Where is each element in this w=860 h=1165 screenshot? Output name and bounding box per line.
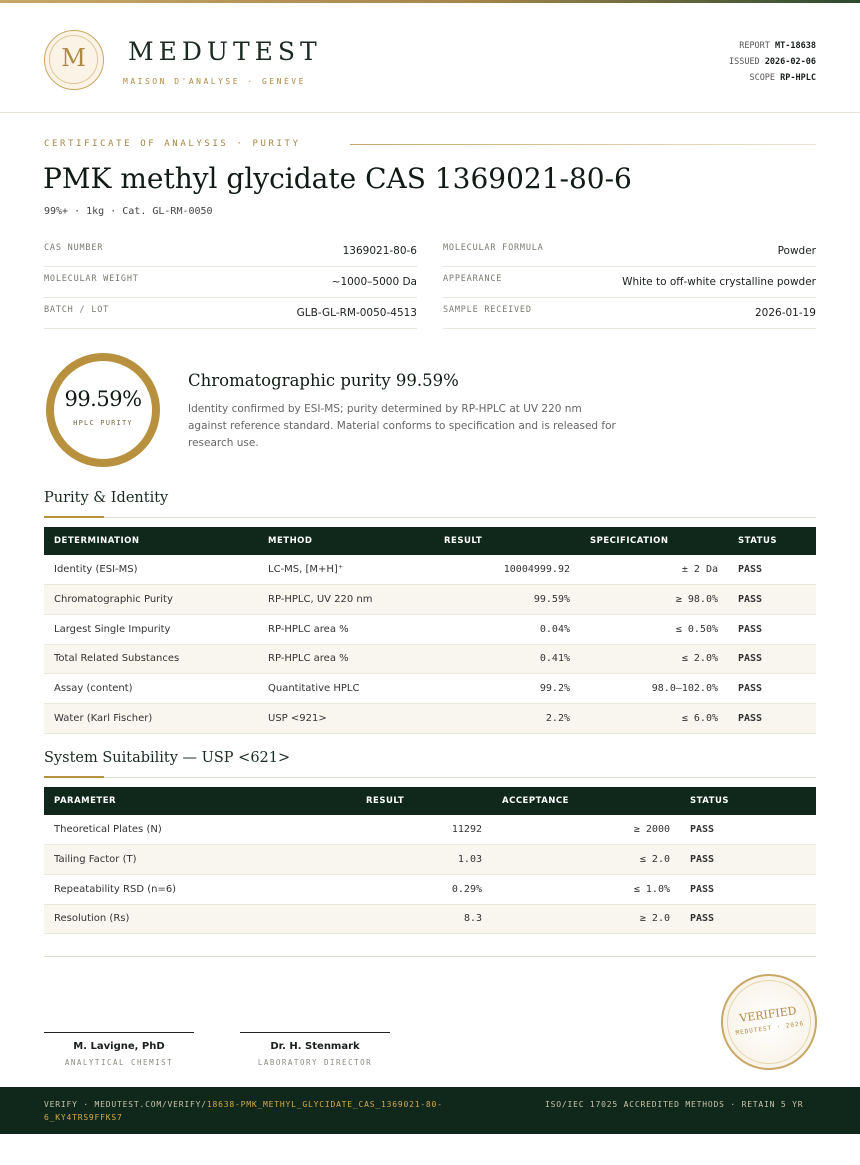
seal-text: VERIFIED (738, 1004, 798, 1026)
status-badge: PASS (680, 904, 816, 934)
column-header: ACCEPTANCE (502, 796, 569, 806)
determination-cell: Identity (ESI-MS) (44, 555, 258, 585)
info-row-appearance (443, 267, 816, 298)
report-footer (0, 1087, 860, 1134)
result-cell: 0.41% (434, 644, 580, 674)
section-accent (44, 776, 104, 778)
column-header: PARAMETER (54, 796, 117, 806)
scope-value: RP-HPLC (780, 73, 816, 83)
specification-cell: ≤ 6.0% (580, 703, 728, 733)
section-divider (44, 517, 816, 518)
status-badge: PASS (680, 845, 816, 875)
parameter-cell: Tailing Factor (T) (44, 845, 250, 875)
result-cell: 10004999.92 (434, 555, 580, 585)
summary-title: Chromatographic purity 99.59% (188, 371, 459, 390)
report-header (0, 3, 860, 113)
suitability-table (44, 787, 816, 934)
result-cell: 0.04% (434, 614, 580, 644)
info-row-molecular-weight (44, 267, 417, 298)
status-badge: PASS (728, 644, 816, 674)
seal-subtext: MEDUTEST · 2026 (735, 1020, 805, 1037)
table-header-row (44, 787, 816, 815)
report-label: REPORT (739, 41, 770, 51)
determination-cell: Total Related Substances (44, 644, 258, 674)
acceptance-cell: ≤ 2.0 (492, 845, 680, 875)
purity-ring-value: 99.59% (64, 387, 142, 411)
parameter-cell: Resolution (Rs) (44, 904, 250, 934)
eyebrow-divider (350, 144, 816, 145)
brand-tagline: MAISON D'ANALYSE · GENÈVE (123, 77, 306, 86)
scope-label: SCOPE (749, 73, 776, 83)
table-row (44, 644, 816, 674)
info-label: APPEARANCE (443, 274, 503, 284)
signature-divider (44, 956, 816, 957)
info-value: White to off-white crystalline powder (622, 276, 816, 288)
parameter-cell: Repeatability RSD (n=6) (44, 874, 250, 904)
info-label: SAMPLE RECEIVED (443, 305, 532, 315)
info-row-cas (44, 236, 417, 267)
info-value: 1369021-80-6 (342, 245, 417, 257)
status-badge: PASS (728, 614, 816, 644)
method-cell: RP-HPLC area % (258, 644, 434, 674)
signatory-role: ANALYTICAL CHEMIST (64, 1058, 174, 1067)
specification-cell: ± 2 Da (580, 555, 728, 585)
column-header: METHOD (268, 536, 313, 546)
table-row (44, 555, 816, 585)
method-cell: RP-HPLC area % (258, 614, 434, 644)
acceptance-cell: ≤ 1.0% (492, 874, 680, 904)
parameter-cell: Theoretical Plates (N) (44, 815, 250, 845)
table-row (44, 585, 816, 615)
report-number: MT-18638 (775, 41, 816, 51)
result-cell: 2.2% (434, 703, 580, 733)
signatory-role: LABORATORY DIRECTOR (257, 1058, 373, 1067)
info-label: MOLECULAR WEIGHT (44, 274, 139, 284)
method-cell: Quantitative HPLC (258, 674, 434, 704)
method-cell: RP-HPLC, UV 220 nm (258, 585, 434, 615)
report-meta (729, 38, 816, 86)
result-cell: 99.59% (434, 585, 580, 615)
specification-cell: ≤ 0.50% (580, 614, 728, 644)
specification-cell: ≤ 2.0% (580, 644, 728, 674)
signatory-name: Dr. H. Stenmark (270, 1041, 360, 1052)
info-value: 2026-01-19 (754, 307, 816, 319)
determination-cell: Largest Single Impurity (44, 614, 258, 644)
summary-text: Identity confirmed by ESI-MS; purity determined by RP-HPLC at UV 220 nm against reference standard. Material conforms to specification and is released for research use. (188, 403, 616, 449)
product-subtitle: 99%+ · 1kg · Cat. GL-RM-0050 (44, 206, 213, 217)
info-row-formula (443, 236, 816, 267)
verify-text (44, 1098, 494, 1124)
issued-label: ISSUED (728, 57, 760, 67)
result-cell: 1.03 (250, 845, 492, 875)
verify-link[interactable]: 18638-PMK_METHYL_GLYCIDATE_CAS_1369021-80-6_KY4TRS9FFKS7 (44, 1100, 443, 1122)
column-header: STATUS (690, 796, 730, 806)
result-cell: 99.2% (434, 674, 580, 704)
purity-ring-label: HPLC PURITY (73, 419, 133, 427)
column-header: STATUS (738, 536, 778, 546)
brand-logo (44, 30, 104, 90)
result-cell: 8.3 (250, 904, 492, 934)
logo-letter: M (61, 44, 86, 72)
column-header: RESULT (366, 796, 405, 806)
info-label: BATCH / LOT (44, 305, 110, 315)
table-header-row (44, 527, 816, 555)
brand-name: MEDUTEST (128, 37, 322, 66)
table-row (44, 874, 816, 904)
section-divider (44, 777, 816, 778)
info-row-received (443, 298, 816, 329)
specification-cell: ≥ 98.0% (580, 585, 728, 615)
info-label: CAS NUMBER (44, 243, 104, 253)
info-value: ~1000–5000 Da (331, 276, 417, 288)
issued-date: 2026-02-06 (764, 57, 816, 67)
column-header: SPECIFICATION (590, 536, 669, 546)
product-title: PMK methyl glycidate CAS 1369021-80-6 (43, 162, 632, 195)
info-label: MOLECULAR FORMULA (443, 243, 544, 253)
status-badge: PASS (680, 874, 816, 904)
table-row (44, 845, 816, 875)
acceptance-cell: ≥ 2000 (492, 815, 680, 845)
column-header: DETERMINATION (54, 536, 140, 546)
determination-cell: Assay (content) (44, 674, 258, 704)
info-row-batch (44, 298, 417, 329)
specification-cell: 98.0–102.0% (580, 674, 728, 704)
table-row (44, 674, 816, 704)
status-badge: PASS (728, 585, 816, 615)
verified-seal (715, 968, 823, 1076)
table-row (44, 703, 816, 733)
verify-prefix: VERIFY · MEDUTEST.COM/VERIFY/ (44, 1100, 207, 1109)
table-row (44, 904, 816, 934)
result-cell: 11292 (250, 815, 492, 845)
determination-cell: Water (Karl Fischer) (44, 703, 258, 733)
info-value: Powder (777, 245, 816, 257)
status-badge: PASS (728, 555, 816, 585)
status-badge: PASS (680, 815, 816, 845)
section-accent (44, 516, 104, 518)
table-row (44, 815, 816, 845)
section-title-suitability: System Suitability — USP <621> (44, 750, 291, 766)
status-badge: PASS (728, 674, 816, 704)
purity-ring (46, 353, 160, 467)
accreditation-text: ISO/IEC 17025 ACCREDITED METHODS · RETAIN 5 YR (545, 1100, 804, 1109)
determination-cell: Chromatographic Purity (44, 585, 258, 615)
result-cell: 0.29% (250, 874, 492, 904)
table-row (44, 614, 816, 644)
status-badge: PASS (728, 703, 816, 733)
signatory-name: M. Lavigne, PhD (73, 1041, 165, 1052)
info-value: GLB-GL-RM-0050-4513 (296, 307, 417, 319)
acceptance-cell: ≥ 2.0 (492, 904, 680, 934)
method-cell: USP <921> (258, 703, 434, 733)
signature-line (240, 1032, 390, 1033)
signature-line (44, 1032, 194, 1033)
column-header: RESULT (444, 536, 483, 546)
purity-table (44, 527, 816, 734)
method-cell: LC-MS, [M+H]⁺ (258, 555, 434, 585)
section-title-purity: Purity & Identity (44, 490, 169, 506)
document-eyebrow: CERTIFICATE OF ANALYSIS · PURITY (44, 139, 301, 149)
